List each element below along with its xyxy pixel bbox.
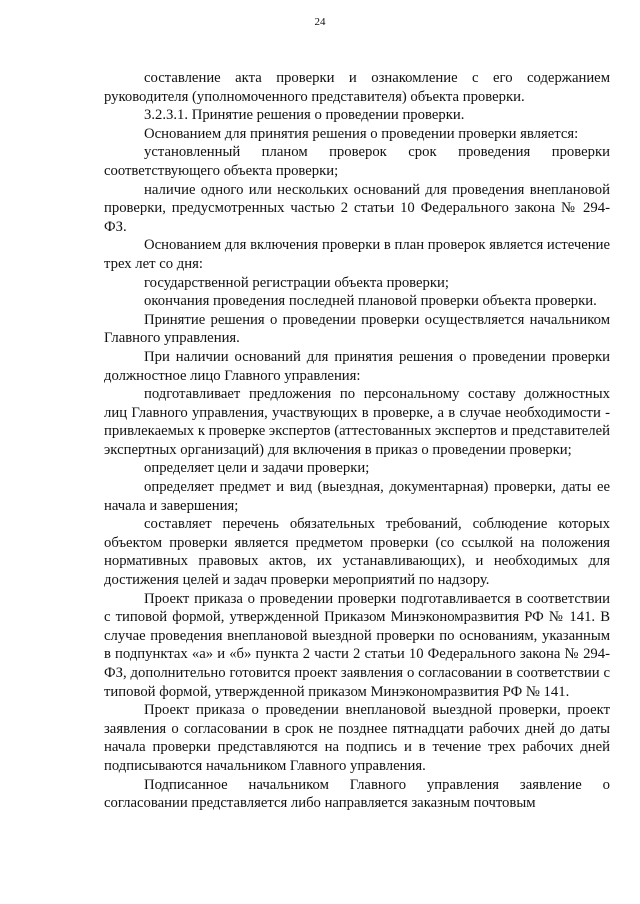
paragraph-state-registration: государственной регистрации объекта проверки; [144,274,449,291]
paragraph-basis-intro: Основанием для принятия решения о проведении проверки является: [144,125,579,142]
paragraph-planned-term: установленный планом проверок срок проведения проверки соответствующего объекта проверки; [104,144,610,179]
paragraph-order-signing: Проект приказа о проведении внеплановой выездной проверки, проект заявления о согласовании в срок не позднее пятнадцати рабочих дней до даты начала проверки представляются на подпись и в течение трех рабочих дней подписываются начальником Главного управления. [104,702,610,774]
page-number: 24 [314,16,326,28]
paragraph-last-inspection: окончания проведения последней плановой проверки объекта проверки. [144,293,597,310]
paragraph-official-duties-intro: При наличии оснований для принятия решения о проведении проверки должностное лицо Главного управления: [104,348,610,384]
paragraph-decision-maker: Принятие решения о проведении проверки осуществляется начальником Главного управления. [104,311,610,347]
paragraph-order-draft: Проект приказа о проведении проверки подготавливается в соответствии с типовой формой, утвержденной Приказом Минэкономразвития РФ № 141. В случае проведения внеплановой выездной проверки по основаниям, указанным в подпунктах «а» и «б» пункта 2 части 2 статьи 10 Федерального закона № 294-ФЗ, дополнительно готовится проект заявления о согласовании в соответствии с типовой формой, утвержденной приказом Минэкономразвития РФ № 141. [104,590,610,700]
paragraph-staff-proposal: подготавливает предложения по персональному составу должностных лиц Главного управления, участвующих в проверке, а в случае необходимости - привлекаемых к проверке экспертов (аттестованных экспертов и представителей экспертных организаций) для включения в приказ о проведении проверки; [104,386,610,458]
paragraph-plan-inclusion: Основанием для включения проверки в план проверок является истечение трех лет со дня: [104,237,610,272]
paragraph-act-review: составление акта проверки и ознакомление с его содержанием руководителя (уполномоченного представителя) объекта проверки. [104,70,610,105]
paragraph-subject-type: определяет предмет и вид (выездная, документарная) проверки, даты ее начала и завершения; [104,479,610,514]
paragraph-unplanned-grounds: наличие одного или нескольких оснований для проведения внеплановой проверки, предусмотренных частью 2 статьи 10 Федерального закона № 294-ФЗ. [104,181,610,235]
paragraph-goals: определяет цели и задачи проверки; [144,460,370,477]
document-body [104,69,610,813]
paragraph-requirements-list: составляет перечень обязательных требований, соблюдение которых объектом проверки является предметом проверки (со ссылкой на положения нормативных правовых актов, их устанавливающих), и необходимых для достижения целей и задач проверки мероприятий по надзору. [104,516,610,589]
paragraph-section-heading: 3.2.3.1. Принятие решения о проведении проверки. [144,107,465,124]
paragraph-signed-statement: Подписанное начальником Главного управления заявление о согласовании представляется либо направляется заказным почтовым [104,776,610,812]
